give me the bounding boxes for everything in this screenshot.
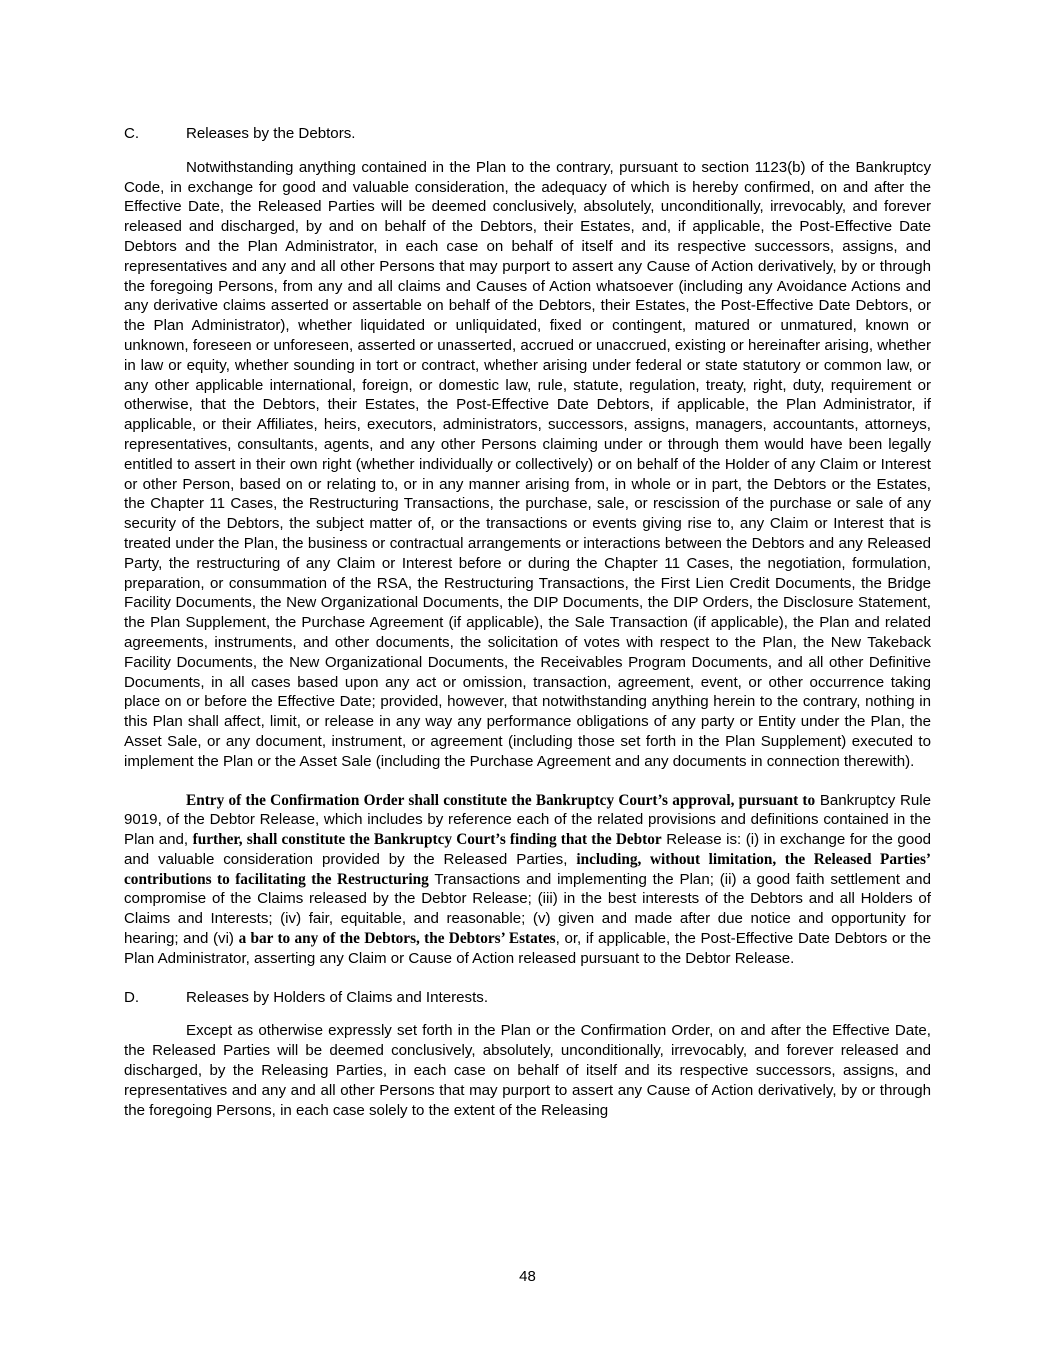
section-c-paragraph-2 bbox=[124, 791, 931, 969]
section-c-letter: C. bbox=[124, 125, 140, 142]
section-c-heading bbox=[124, 124, 931, 144]
para2-bold-1: Entry of the Confirmation Order shall constitute the Bankruptcy Court’s approval, pursuant to bbox=[186, 791, 816, 809]
page-number: 48 bbox=[519, 1268, 536, 1285]
section-c-paragraph-1: Notwithstanding anything contained in the Plan to the contrary, pursuant to section 1123(b) of the Bankruptcy Code, in exchange for good and valuable consideration, the adequacy of which is hereby confirmed, on and after the Effective Date, the Released Parties will be deemed conclusively, absolutely, unconditionally, irrevocably, and forever released and discharged, by and on behalf of the Debtors, their Estates, and, if applicable, the Post-Effective Date Debtors and the Plan Administrator, in each case on behalf of itself and its respective successors, assigns, and representatives and any and all other Persons that may purport to assert any Cause of Action derivatively, by or through the foregoing Persons, from any and all claims and Causes of Action whatsoever (including any Avoidance Actions and any derivative claims asserted or assertable on behalf of the Debtors, their Estates, the Post-Effective Date Debtors, or the Plan Administrator), whether liquidated or unliquidated, fixed or contingent, matured or unmatured, known or unknown, foreseen or unforeseen, asserted or unasserted, accrued or unaccrued, existing or hereinafter arising, whether in law or equity, whether sounding in tort or contract, whether arising under federal or state statutory or common law, or any other applicable international, foreign, or domestic law, rule, statute, regulation, treaty, right, duty, requirement or otherwise, that the Debtors, their Estates, the Post-Effective Date Debtors, if applicable, the Plan Administrator, if applicable, or their Affiliates, heirs, executors, administrators, successors, assigns, managers, accountants, attorneys, representatives, consultants, agents, and any other Persons claiming under or through them would have been legally entitled to assert in their own right (whether individually or collectively) or on behalf of the Holder of any Claim or Interest or other Person, based on or relating to, or in any manner arising from, in whole or in part, the Debtors or the Estates, the Chapter 11 Cases, the Restructuring Transactions, the purchase, sale, or rescission of the purchase or sale of any security of the Debtors, the subject matter of, or the transactions or events giving rise to, any Claim or Interest that is treated under the Plan, the business or contractual arrangements or interactions between the Debtors and any Released Party, the restructuring of any Claim or Interest before or during the Chapter 11 Cases, the negotiation, formulation, preparation, or consummation of the RSA, the Restructuring Transactions, the First Lien Credit Documents, the Bridge Facility Documents, the New Organizational Documents, the DIP Documents, the DIP Orders, the Disclosure Statement, the Plan Supplement, the Purchase Agreement (if applicable), the Sale Transaction (if applicable), the Plan and related agreements, instruments, and other documents, the solicitation of votes with respect to the Plan, the New Takeback Facility Documents, the New Organizational Documents, the Receivables Program Documents, and all other Definitive Documents, in all cases based upon any act or omission, transaction, agreement, event, or other occurrence taking place on or before the Effective Date; provided, however, that notwithstanding anything herein to the contrary, nothing in this Plan shall affect, limit, or release in any way any performance obligations of any party or Entity under the Plan, the Asset Sale, or any document, instrument, or agreement (including those set forth in the Plan Supplement) executed to implement the Plan or the Asset Sale (including the Purchase Agreement and any documents in connection therewith). bbox=[124, 158, 931, 770]
para2-bold-3: including, without limitation, the Released Parties’ contributions to facilitating the Restructuring bbox=[124, 850, 931, 888]
para2-text-3: Transactions and implementing the Plan; (ii) a good faith settlement and compromise of the Claims released by the Debtor Release; (iii) in the best interests of the Debtors and all Holders of Claims and Interests; (iv) fair, equitable, and reasonable; (v) given and made after due notice and opportunity for hearing; and (vi) bbox=[124, 870, 931, 948]
section-d-letter: D. bbox=[124, 988, 140, 1006]
section-d-paragraph-1: Except as otherwise expressly set forth in the Plan or the Confirmation Order, on and after the Effective Date, the Released Parties will be deemed conclusively, absolutely, unconditionally, irrevocably, and forever released and discharged, by the Releasing Parties, in each case on behalf of itself and its respective successors, assigns, and representatives and any and all other Persons that may purport to assert any Cause of Action derivatively, by or through the foregoing Persons, in each case solely to the extent of the Releasing bbox=[124, 1022, 931, 1119]
para2-text-4: , or, if applicable, the Post-Effective Date Debtors or the Plan Administrator, asserting any Claim or Cause of Action released pursuant to the Debtor Release. bbox=[124, 930, 932, 967]
para2-bold-2: further, shall constitute the Bankruptcy Court’s finding that the Debtor bbox=[192, 831, 662, 849]
para2-text-2: Release is: (i) in exchange for the good and valuable consideration provided by the Released Parties, bbox=[124, 831, 932, 868]
para2-text-1: Bankruptcy Rule 9019, of the Debtor Release, which includes by reference each of the related provisions and definitions contained in the Plan and, bbox=[124, 791, 931, 849]
para2-bold-4: a bar to any of the Debtors, the Debtors’ Estates bbox=[238, 930, 556, 948]
page-content bbox=[124, 124, 931, 1139]
section-d-title: Releases by Holders of Claims and Interests. bbox=[186, 988, 489, 1006]
section-c-title: Releases by the Debtors. bbox=[186, 125, 356, 142]
section-d-heading bbox=[124, 988, 931, 1008]
